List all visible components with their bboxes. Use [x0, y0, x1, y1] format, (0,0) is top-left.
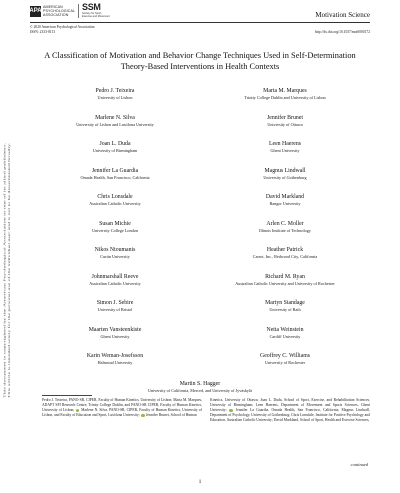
author-affiliation: University of Birmingham	[92, 148, 138, 153]
continued-label: continued	[350, 462, 368, 467]
ssm-logo	[82, 3, 112, 18]
author-name: Martyn Standage	[265, 300, 305, 306]
author-name: Jennifer Brunet	[267, 114, 303, 121]
author-block	[30, 274, 200, 286]
apa-logo-mark: APA	[30, 6, 41, 17]
ssm-logo-text: Society for Sport, Exercise and Movement	[82, 12, 110, 18]
author-affiliation: University of California, Merced, and University of Jyväskylä	[147, 388, 253, 393]
footnote-rule	[42, 395, 92, 396]
author-name: Marlene N. Silva	[95, 114, 135, 121]
author-name: Simon J. Sebire	[96, 300, 134, 306]
article-title: A Classification of Motivation and Behavior Change Techniques Used in Self-Determination Theory-Based Interventions in Health Contexts	[44, 51, 356, 71]
author-name: Maarten Vansteenkiste	[88, 326, 142, 333]
author-affiliation: Cardiff University	[269, 333, 301, 339]
author-block	[200, 274, 370, 286]
footnote-text: Marlene N. Silva, PANO-SR, CIPER, Faculty of Human Kinetics, University of Lisbon, and Faculty of Education and Sport, Lusófona University;	[42, 408, 203, 418]
footnote-text: Pedro J. Teixeira, PANO-SR, CIPER, Faculty of Human Kinetics, University of Lisbon; Marta M. Marques, ADAPT SFI Research Centre, Trinity College Dublin, and PANO-SR CIPER, Faculty of Human Kinetics, University of Lisbon;	[42, 398, 202, 413]
last-author	[115, 381, 285, 393]
author-name: Martin S. Hagger	[179, 381, 221, 387]
author-affiliation: Australian Catholic University and University of Rochester	[235, 280, 335, 286]
footnote-text: Jennifer Brunet, School of Human	[145, 413, 197, 418]
author-name: Leen Haerens	[268, 141, 302, 147]
author-affiliation: University of Ottawa	[267, 121, 303, 127]
copyright-block	[30, 25, 94, 34]
author-name: Geoffrey C. Williams	[260, 353, 310, 359]
author-name: Richard M. Ryan	[265, 273, 305, 280]
author-block	[30, 221, 200, 233]
author-block	[200, 300, 370, 312]
author-block	[30, 115, 200, 127]
copyright-side-note	[1, 140, 13, 400]
author-affiliation: Ghent University	[270, 148, 300, 153]
author-name: Pedro J. Teixeira	[95, 88, 135, 94]
author-affiliation: Bangor University	[269, 201, 301, 206]
issn-line: ISSN: 2333-8113	[30, 29, 56, 34]
journal-name: Motivation Science	[315, 11, 370, 19]
author-name: Johnmarshall Reeve	[91, 273, 139, 280]
author-name: Karin Weman-Josefsson	[86, 353, 144, 359]
author-name: Magnus Lindwall	[264, 167, 306, 174]
author-affiliation: University of Bath	[269, 307, 301, 312]
author-affiliation: University of Bristol	[97, 307, 133, 312]
author-affiliation: Trinity College Dublin and University of Lisbon	[244, 95, 326, 100]
author-block	[200, 115, 370, 127]
side-note-line-2: This article is intended solely for the personal use of the individual user and is not to be disseminated broadly.	[7, 248, 11, 398]
author-block	[30, 300, 200, 312]
logo-divider	[78, 4, 79, 18]
author-block	[200, 194, 370, 206]
author-affiliation: University of Lisbon and Lusófona University	[76, 121, 154, 127]
author-affiliation: Carrot, Inc., Redwood City, California	[252, 254, 318, 259]
author-name: Arlen C. Moller	[266, 220, 304, 227]
author-affiliation: Ghent University	[100, 333, 130, 339]
author-block	[30, 168, 200, 180]
author-affiliation: University of Rochester	[264, 360, 305, 365]
author-block	[30, 247, 200, 259]
author-affiliation: Curtin University	[100, 254, 130, 259]
author-block	[200, 247, 370, 259]
page-number: 1	[198, 479, 202, 485]
author-block	[200, 221, 370, 233]
author-name: Joan L. Duda	[99, 141, 131, 147]
author-block	[200, 141, 370, 153]
author-block	[30, 88, 200, 100]
author-block	[200, 88, 370, 100]
orcid-icon[interactable]	[141, 414, 144, 417]
author-affiliation: University of Lisbon	[97, 95, 133, 100]
author-name: Marta M. Marques	[263, 88, 307, 94]
apa-logo-text: AMERICAN PSYCHOLOGICAL ASSOCIATION	[43, 5, 75, 17]
ssm-logo-mark: SSM	[82, 2, 101, 12]
footnote-text: Jennifer La Guardia, Omada Health, San Francisco, California; Magnus Lindwall, Department of Psychology, University of Gothenburg; Chris Lonsdale, Institute for Positive Psychology and Education, Australian Catholic University; David Markland, School of Sport, Health and Exercise Sciences,	[210, 408, 371, 423]
author-block	[30, 327, 200, 339]
author-name: Heather Patrick	[266, 247, 304, 253]
author-block	[30, 353, 200, 365]
orcid-icon[interactable]	[229, 409, 232, 412]
author-name: Susan Michie	[99, 220, 131, 227]
header-rule	[30, 22, 370, 23]
author-name: Nikos Ntoumanis	[94, 247, 136, 253]
footnote-right-column	[210, 398, 370, 423]
author-affiliation: University of Gothenburg	[263, 174, 307, 180]
side-note-line-1: This document is copyrighted by the American Psychological Association or one of its allied publishers.	[2, 256, 7, 398]
author-block	[30, 141, 200, 153]
footnote-left-column	[42, 398, 202, 418]
author-affiliation: University College London	[92, 227, 138, 233]
author-affiliation: Omada Health, San Francisco, California	[80, 174, 150, 180]
author-name: Netta Weinstein	[266, 326, 304, 333]
copyright-line: © 2020 American Psychological Association	[30, 25, 95, 29]
author-affiliation: Australian Catholic University	[89, 201, 141, 206]
author-block	[200, 327, 370, 339]
author-block	[200, 353, 370, 365]
author-name: Jennifer La Guardia	[91, 167, 139, 174]
author-affiliation: Illinois Institute of Technology	[259, 227, 311, 233]
author-affiliation: Australian Catholic University	[89, 280, 141, 286]
footnote-text: Kinetics, University of Ottawa; Joan L. Duda, School of Sport, Exercise, and Rehabilitation Sciences, University of Birmingham; Leen Haerens, Department of Movement and Sports Sciences, Ghent University;	[210, 398, 370, 413]
author-block	[30, 194, 200, 206]
apa-logo	[30, 5, 77, 17]
author-block	[200, 168, 370, 180]
author-name: David Markland	[265, 194, 305, 200]
doi-link[interactable]: http://dx.doi.org/10.1037/mot0000172	[314, 30, 370, 34]
author-name: Chris Lonsdale	[97, 194, 133, 200]
orcid-icon[interactable]	[76, 409, 79, 412]
author-affiliation: Halmstad University	[97, 360, 133, 365]
